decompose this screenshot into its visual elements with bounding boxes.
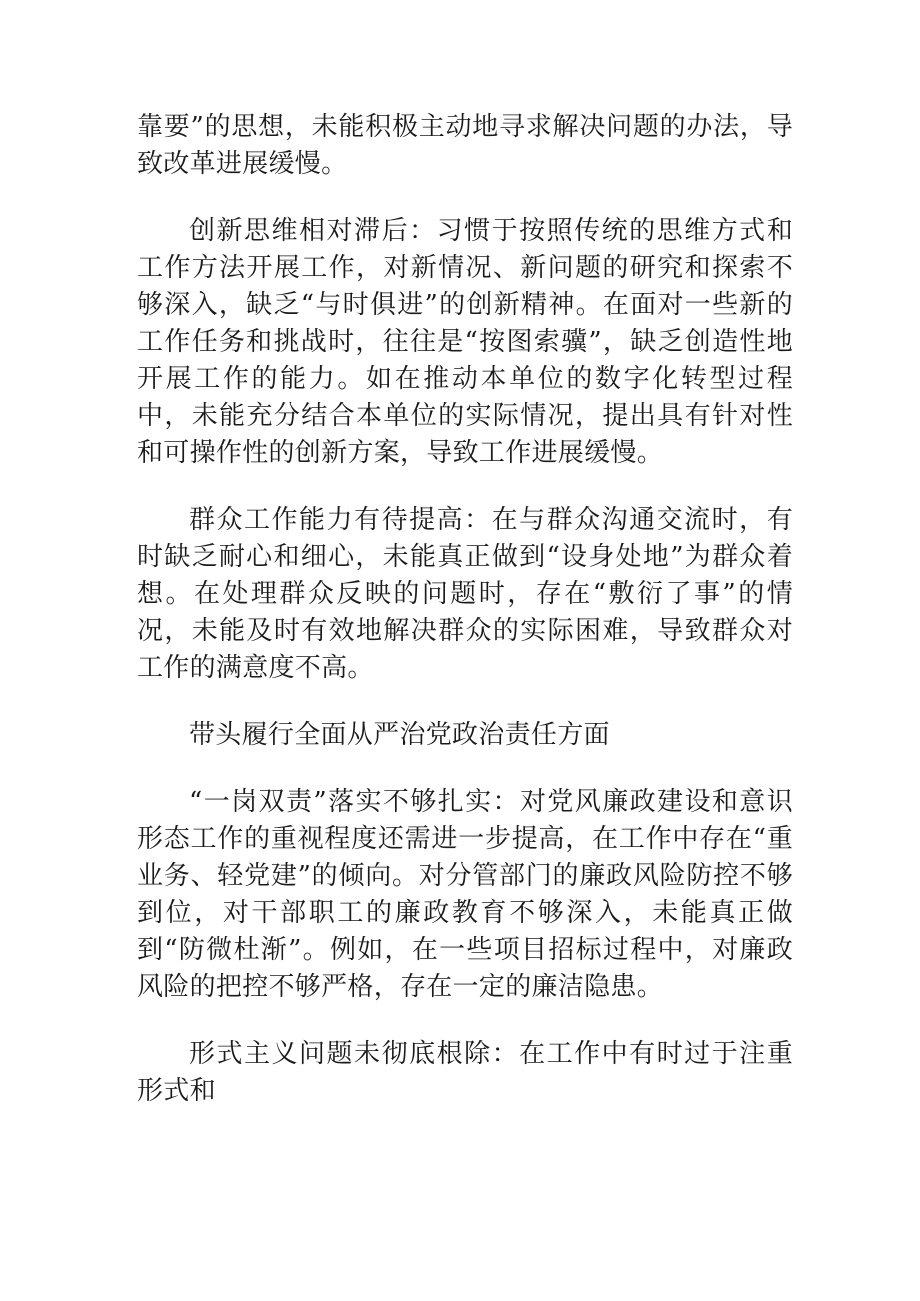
section-heading: 带头履行全面从严治党政治责任方面 (189, 720, 610, 750)
paragraph-mass-work-ability: 群众工作能力有待提高：在与群众沟通交流时，有时缺乏耐心和细心，未能真正做到“设身处地”为群众着想。在处理群众反映的问题时，存在“敷衍了事”的情况，未能及时有效地解决群众的实际困难，导致群众对工作的满意度不高。 (137, 505, 793, 683)
document-body (137, 109, 793, 1110)
paragraph-dual-responsibility: “一岗双责”落实不够扎实：对党风廉政建设和意识形态工作的重视程度还需进一步提高，在工作中存在“重业务、轻党建”的倾向。对分管部门的廉政风险防控不够到位，对干部职工的廉政教育不够深入，未能真正做到“防微杜渐”。例如，在一些项目招标过程中，对廉政风险的把控不够严格，存在一定的廉洁隐患。 (137, 787, 793, 1002)
paragraph-formalism: 形式主义问题未彻底根除：在工作中有时过于注重形式和 (137, 1039, 793, 1106)
paragraph-innovation-thinking: 创新思维相对滞后：习惯于按照传统的思维方式和工作方法开展工作，对新情况、新问题的研究和探索不够深入，缺乏“与时俱进”的创新精神。在面对一些新的工作任务和挑战时，往往是“按图索骥”，缺乏创造性地开展工作的能力。如在推动本单位的数字化转型过程中，未能充分结合本单位的实际情况，提出具有针对性和可操作性的创新方案，导致工作进展缓慢。 (137, 216, 793, 468)
paragraph-continuation: 靠要”的思想，未能积极主动地寻求解决问题的办法，导致改革进展缓慢。 (137, 112, 793, 179)
